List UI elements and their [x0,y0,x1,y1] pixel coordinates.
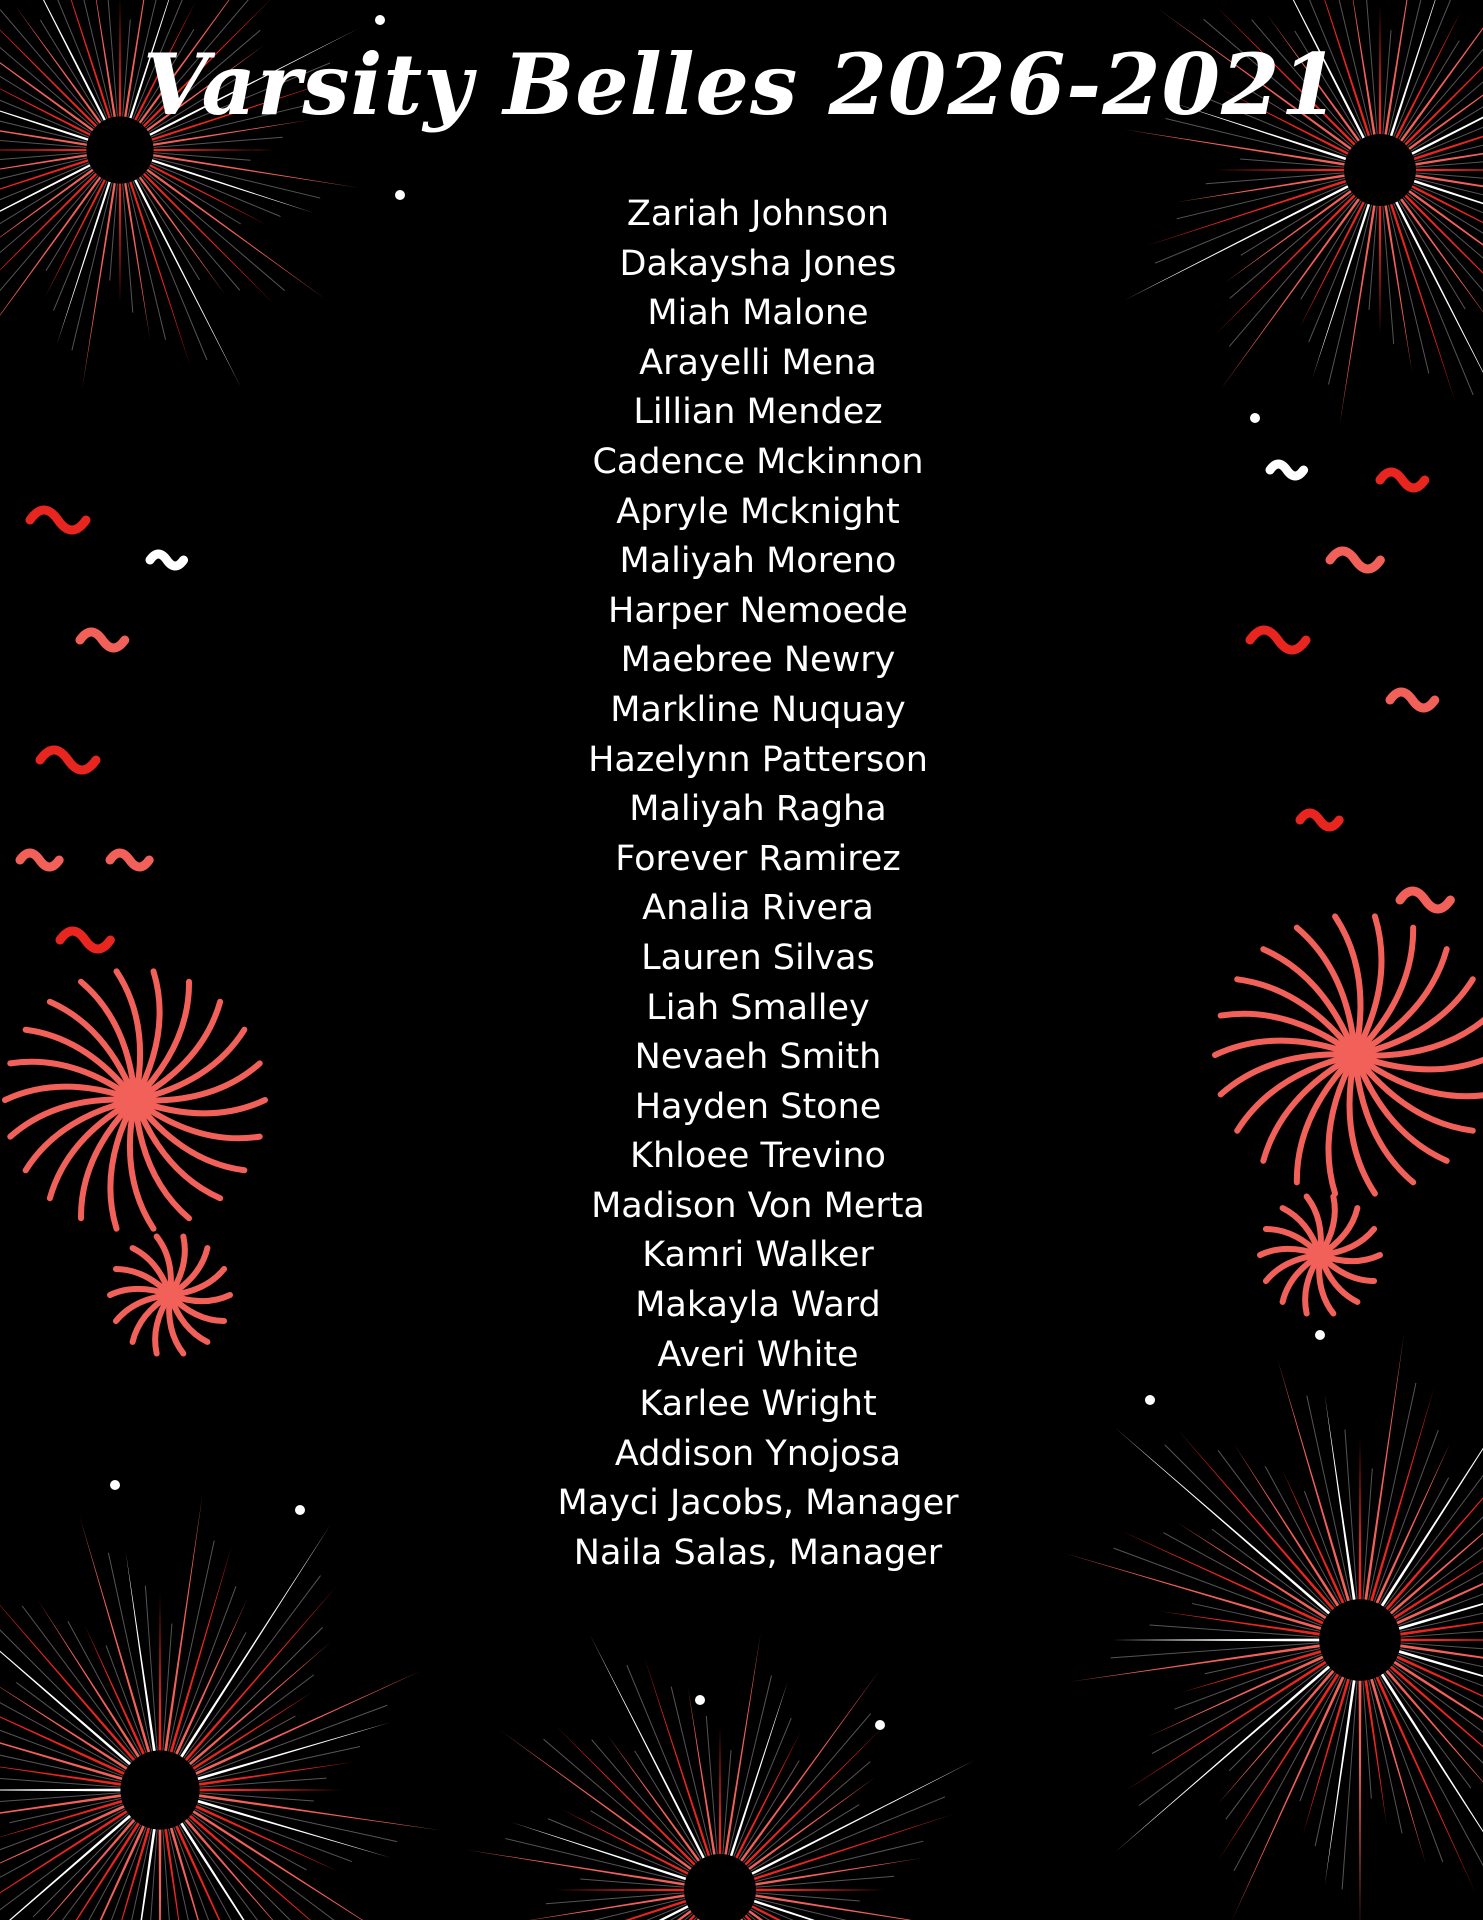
confetti-ribbon [30,510,86,530]
confetti-dot [110,1480,120,1490]
member-name: Lillian Mendez [633,392,883,433]
confetti-dot [695,1695,705,1705]
member-name: Lauren Silvas [641,937,875,978]
member-name: Dakaysha Jones [619,243,897,284]
firework-bottom-right [1063,1334,1483,1920]
member-name: Averi White [657,1334,859,1375]
confetti-ribbon [1300,813,1339,827]
confetti-dot [375,15,385,25]
firework-curl-small-right [1260,1197,1380,1314]
confetti-ribbon [60,931,110,949]
member-name: Maebree Newry [620,640,896,681]
confetti-ribbon [1400,891,1450,909]
member-name: Analia Rivera [642,888,874,929]
confetti-ribbon [1250,630,1306,650]
member-name: Liah Smalley [646,987,870,1028]
member-name: Forever Ramirez [615,838,901,879]
member-name: Arayelli Mena [639,342,877,383]
confetti-ribbon [1330,551,1380,569]
member-name: Karlee Wright [639,1384,877,1425]
confetti-ribbon [1270,464,1304,476]
member-name: Madison Von Merta [591,1185,925,1226]
confetti-dot [1145,1395,1155,1405]
member-name: Khloee Trevino [630,1136,886,1177]
member-name: Zariah Johnson [626,194,890,234]
confetti-dot [1250,413,1260,423]
member-name: Naila Salas, Manager [573,1533,943,1574]
firework-curl-left [5,971,265,1228]
confetti-ribbon [110,853,149,867]
firework-bottom-left [0,1493,443,1920]
member-name: Miah Malone [647,293,869,334]
confetti-ribbon [1390,692,1435,708]
member-name: Makayla Ward [635,1285,881,1326]
member-name: Hayden Stone [634,1086,882,1127]
member-roster [500,190,1016,1579]
confetti-ribbon [150,554,184,566]
member-name: Nevaeh Smith [634,1037,882,1078]
member-name: Maliyah Moreno [619,541,897,582]
confetti-ribbon [80,632,125,648]
confetti-ribbon [1380,472,1425,488]
member-name: Addison Ynojosa [614,1433,902,1474]
member-name: Mayci Jacobs, Manager [557,1483,959,1524]
firework-curl-small-left [110,1237,230,1354]
member-name: Apryle Mcknight [616,491,900,532]
confetti-dot [295,1505,305,1515]
confetti-ribbon [20,853,59,867]
member-name: Maliyah Ragha [629,789,887,830]
member-name: Cadence Mckinnon [592,441,924,482]
firework-curl-right [1215,916,1483,1193]
confetti-dot [395,190,405,200]
member-name: Markline Nuquay [610,689,906,730]
member-name: Kamri Walker [642,1235,874,1276]
member-name: Harper Nemoede [608,590,908,631]
member-name: Hazelynn Patterson [588,739,928,780]
firework-bottom-center [464,1634,977,1920]
confetti-dot [1315,1330,1325,1340]
confetti-ribbon [40,750,96,770]
poster-title: Varsity Belles 2026-2021 [143,35,1340,134]
confetti-dot [875,1720,885,1730]
